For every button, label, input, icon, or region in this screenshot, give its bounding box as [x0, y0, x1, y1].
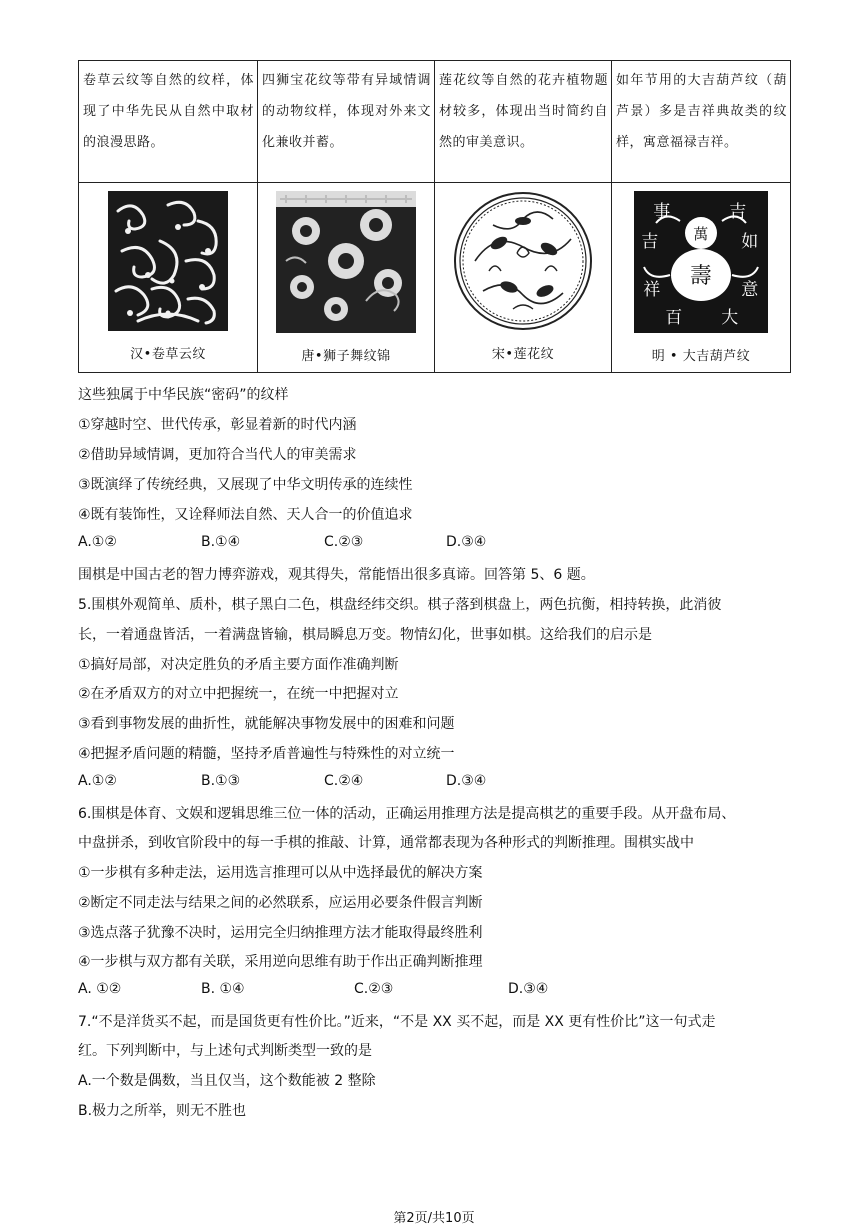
- seal-char-5: 萬: [693, 225, 709, 243]
- q6-item-4: ④一步棋与双方都有关联，采用逆向思维有助于作出正确判断推理: [78, 954, 483, 970]
- caption-song: 宋•莲花纹: [491, 347, 555, 362]
- q4-option-d: D.③④: [446, 534, 487, 550]
- seal-char-2: 吉: [729, 202, 747, 222]
- seal-char-6: 壽: [689, 264, 713, 289]
- q4-item-4: ④既有装饰性，又诠释师法自然、天人合一的价值追求: [78, 507, 413, 523]
- q6-item-2: ②断定不同走法与结果之间的必然联系，应运用必要条件假言判断: [78, 895, 483, 911]
- q4-item-3: ③既演绎了传统经典，又展现了中华文明传承的连续性: [78, 477, 413, 493]
- q4-option-b: B.①④: [201, 534, 241, 550]
- pattern-description-row: [79, 61, 791, 183]
- go-intro: 围棋是中国古老的智力博弈游戏，观其得失，常能悟出很多真谛。回答第 5、6 题。: [78, 567, 595, 583]
- caption-ming: 明 • 大吉葫芦纹: [651, 349, 751, 364]
- q5-option-a: A.①②: [78, 773, 117, 789]
- lion-dance-brocade-image: [276, 191, 416, 333]
- caption-han: 汉•卷草云纹: [130, 347, 206, 362]
- pattern-image-row: [79, 183, 791, 373]
- pattern-table: [78, 60, 791, 373]
- q7-option-a: A.一个数是偶数，当且仅当，这个数能被 2 整除: [78, 1073, 376, 1089]
- q4-option-a: A.①②: [78, 534, 117, 550]
- lotus-pattern-image: [453, 191, 593, 331]
- q6-option-d: D.③④: [508, 981, 549, 997]
- pattern-description-han: 卷草云纹等自然的纹样，体现了中华先民从自然中取材的浪漫思路。: [79, 61, 258, 183]
- pattern-cell-tang: [258, 183, 435, 373]
- q5-item-2: ②在矛盾双方的对立中把握统一，在统一中把握对立: [78, 686, 399, 702]
- q5-option-b: B.①③: [201, 773, 241, 789]
- caption-tang: 唐•狮子舞纹锦: [301, 349, 391, 364]
- q4-item-1: ①穿越时空、世代传承，彰显着新的时代内涵: [78, 417, 357, 433]
- q5-option-c: C.②④: [324, 773, 364, 789]
- page-number-footer: 第2页/共10页: [393, 1211, 475, 1226]
- q6-option-b: B. ①④: [201, 981, 245, 997]
- seal-char-8: 意: [741, 280, 759, 300]
- q5-item-3: ③看到事物发展的曲折性，就能解决事物发展中的困难和问题: [78, 716, 455, 732]
- pattern-description-ming: 如年节用的大吉葫芦纹（葫芦景）多是吉祥典故类的纹样，寓意福禄吉祥。: [612, 61, 791, 183]
- pattern-cell-song: [435, 183, 612, 373]
- seal-char-1: 事: [653, 202, 671, 222]
- seal-char-10: 大: [721, 308, 739, 328]
- seal-char-9: 百: [665, 308, 683, 328]
- q5-item-1: ①搞好局部，对决定胜负的矛盾主要方面作准确判断: [78, 657, 399, 673]
- scroll-cloud-pattern-image: [108, 191, 228, 331]
- seal-char-4: 吉: [641, 232, 659, 252]
- pattern-description-song: 莲花纹等自然的花卉植物题材较多，体现出当时简约自然的审美意识。: [435, 61, 612, 183]
- q4-option-c: C.②③: [324, 534, 364, 550]
- q6-option-c: C.②③: [354, 981, 394, 997]
- q7-option-b: B.极力之所举，则无不胜也: [78, 1103, 247, 1119]
- q6-option-a: A. ①②: [78, 981, 122, 997]
- q5-option-d: D.③④: [446, 773, 487, 789]
- q5-stem-line-1: 5.围棋外观简单、质朴，棋子黑白二色，棋盘经纬交织。棋子落到棋盘上，两色抗衡，相持转换，此消彼: [78, 597, 722, 613]
- q6-item-3: ③选点落子犹豫不决时，运用完全归纳推理方法才能取得最终胜利: [78, 925, 483, 941]
- q5-item-4: ④把握矛盾问题的精髓，坚持矛盾普遍性与特殊性的对立统一: [78, 746, 455, 762]
- pattern-description-tang: 四狮宝花纹等带有异域情调的动物纹样，体现对外来文化兼收并蓄。: [258, 61, 435, 183]
- q7-stem-line-2: 红。下列判断中，与上述句式判断类型一致的是: [78, 1043, 372, 1059]
- pattern-cell-han: [79, 183, 258, 373]
- q6-item-1: ①一步棋有多种走法，运用选言推理可以从中选择最优的解决方案: [78, 865, 483, 881]
- q6-stem-line-2: 中盘拼杀，到收官阶段中的每一手棋的推敲、计算，通常都表现为各种形式的判断推理。围棋实战中: [78, 835, 694, 851]
- pattern-cell-ming: [612, 183, 791, 373]
- seal-char-7: 祥: [643, 280, 661, 300]
- q7-stem-line-1: 7.“不是洋货买不起，而是国货更有性价比。”近来，“不是 XX 买不起，而是 XX 更有性价比”这一句式走: [78, 1014, 716, 1030]
- seal-char-3: 如: [741, 232, 759, 252]
- gourd-pattern-image: [634, 191, 768, 333]
- q6-stem-line-1: 6.围棋是体育、文娱和逻辑思维三位一体的活动，正确运用推理方法是提高棋艺的重要手段。从开盘布局、: [78, 806, 736, 822]
- q4-stem: 这些独属于中华民族“密码”的纹样: [78, 387, 289, 403]
- q5-stem-line-2: 长，一着通盘皆活，一着满盘皆输，棋局瞬息万变。物情幻化，世事如棋。这给我们的启示是: [78, 627, 652, 643]
- q4-item-2: ②借助异域情调，更加符合当代人的审美需求: [78, 447, 357, 463]
